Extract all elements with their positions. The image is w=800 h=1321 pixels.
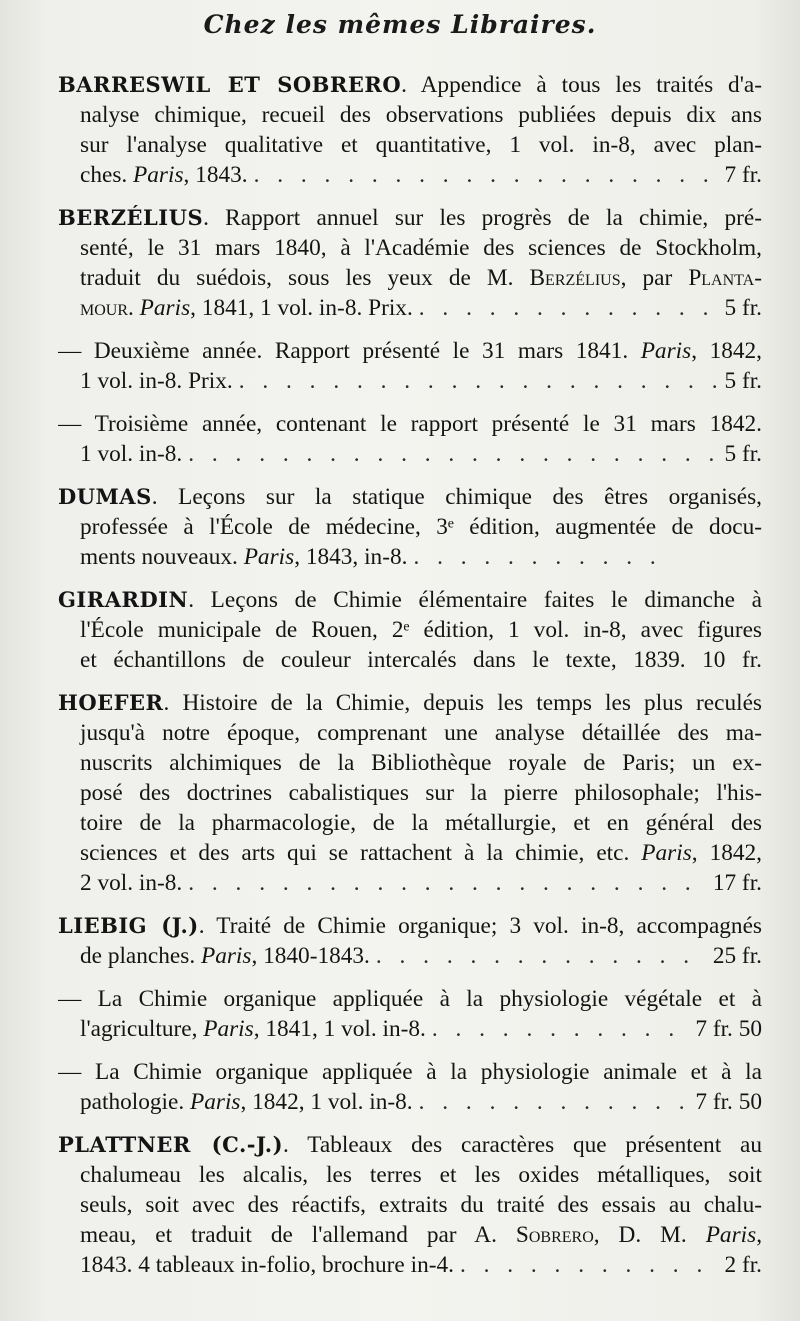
entry-line: sur l'analyse qualitative et quantitative, 1 vol. in-8, avec plan- <box>80 132 762 158</box>
entry-text: de planches. <box>80 943 201 969</box>
catalogue-entry <box>58 911 762 971</box>
entry-price: 5 fr. <box>724 441 762 467</box>
entry-price: 7 fr. <box>724 162 762 188</box>
entry-line-price <box>58 542 762 572</box>
entry-line: seuls, soit avec des réactifs, extraits du traité des essais au chalu- <box>80 1192 762 1218</box>
entry-line: l'École municipale de Rouen, 2ᵉ édition, 1 vol. in-8, avec figures <box>80 617 762 643</box>
entry-line: toire de la pharmacologie, de la métallurgie, et en général des <box>80 810 762 836</box>
entry-text: , 1842, 1 vol. in-8. <box>240 1089 413 1115</box>
entry-line <box>58 203 762 233</box>
entry-name: Berzélius <box>529 265 621 291</box>
entry-place: Paris <box>641 840 692 866</box>
entry-author: LIEBIG (J.) <box>58 913 199 938</box>
entry-line-price <box>58 160 762 190</box>
entry-place: Paris <box>139 295 191 321</box>
entry-line: professée à l'École de médecine, 3ᵉ édition, augmentée de docu- <box>80 514 762 540</box>
entry-line <box>58 688 762 718</box>
catalogue-entry <box>58 70 762 190</box>
leader-dots <box>419 1087 690 1117</box>
entry-text: , 1841, 1 vol. in-8. Prix. <box>190 295 413 321</box>
entry-place: Paris <box>243 544 295 570</box>
catalogue-entry <box>58 1057 762 1117</box>
entry-line <box>58 70 762 100</box>
entry-place: Paris <box>200 943 252 969</box>
entry-text: — Deuxième année. Rapport présenté le 31 mars 1841. <box>58 338 641 364</box>
catalogue-entry <box>58 1130 762 1280</box>
entry-text: , 1843. <box>183 162 248 188</box>
entry-price: 2 fr. <box>724 1252 762 1278</box>
entry-text: , D. M. <box>593 1222 706 1248</box>
entry-line <box>58 585 762 615</box>
entry-line <box>58 263 762 293</box>
entry-text: . Appendice à tous les traités d'a- <box>401 72 762 98</box>
catalogue-entry <box>58 585 762 675</box>
entry-price: 25 fr. <box>712 943 762 969</box>
entry-place: Paris <box>133 162 184 188</box>
catalogue-entry <box>58 984 762 1044</box>
entry-text: , par <box>620 265 689 291</box>
entry-name: Sobrero <box>515 1222 594 1248</box>
entry-text: ches. <box>80 162 134 188</box>
leader-dots <box>254 160 719 190</box>
entry-text: . Tableaux des caractères que présentent au <box>283 1132 762 1158</box>
entry-text: , 1840-1843. <box>251 943 370 969</box>
entry-text: l'agriculture, <box>80 1016 204 1042</box>
entry-place: Paris <box>190 1089 241 1115</box>
entry-price: 5 fr. <box>724 295 762 321</box>
entry-line-price <box>58 366 762 396</box>
entry-text: , 1843, in-8. <box>294 544 408 570</box>
entry-text: sciences et des arts qui se rattachent à la chimie, etc. <box>80 840 642 866</box>
leader-dots <box>432 1014 690 1044</box>
entry-line-price <box>58 941 762 971</box>
entry-line <box>58 336 762 366</box>
entry-line <box>58 1220 762 1250</box>
entry-line <box>58 1130 762 1160</box>
entry-place: Paris <box>705 1222 757 1248</box>
entry-line: posé des doctrines cabalistiques sur la pierre philosophale; l'his- <box>80 780 762 806</box>
entry-text: 1 vol. in-8. <box>80 441 183 467</box>
entry-line: nuscrits alchimiques de la Bibliothèque royale de Paris; un ex- <box>80 750 762 776</box>
entries-list <box>58 70 762 1293</box>
entry-text: 1843. 4 tableaux in-folio, brochure in-4. <box>80 1252 454 1278</box>
entry-author: GIRARDIN <box>58 587 189 612</box>
entry-name: mour <box>80 295 129 321</box>
entry-text: . Histoire de la Chimie, depuis les temps les plus reculés <box>163 690 762 716</box>
catalogue-entry <box>58 688 762 898</box>
entry-line-price <box>58 439 762 469</box>
entry-line-price <box>58 868 762 898</box>
entry-text: , 1841, 1 vol. in-8. <box>253 1016 426 1042</box>
entry-text: 1 vol. in-8. Prix. <box>80 368 233 394</box>
catalogue-entry <box>58 336 762 396</box>
entry-line <box>58 911 762 941</box>
catalogue-entry <box>58 409 762 469</box>
leader-dots <box>239 366 719 396</box>
entry-line: — La Chimie organique appliquée à la physiologie végétale et à <box>58 986 762 1012</box>
entry-price: 7 fr. 50 <box>695 1089 762 1115</box>
entry-author: DUMAS <box>58 484 152 509</box>
entry-text: . Rapport annuel sur les progrès de la chimie, pré- <box>203 205 762 231</box>
entry-author: BARRESWIL ET SOBRERO <box>58 72 402 97</box>
entry-line-price <box>58 1014 762 1044</box>
entry-price: 7 fr. 50 <box>695 1016 762 1042</box>
page-header: Chez les mêmes Libraires. <box>203 10 597 39</box>
entry-place: Paris <box>203 1016 254 1042</box>
entry-text: , 1842, <box>691 840 762 866</box>
catalogue-entry <box>58 203 762 323</box>
leader-dots <box>376 941 707 971</box>
entry-text: pathologie. <box>80 1089 190 1115</box>
entry-line-price <box>58 1087 762 1117</box>
entry-author: HOEFER <box>58 690 164 715</box>
entry-line: — La Chimie organique appliquée à la physiologie animale et à la <box>58 1059 762 1085</box>
entry-price: 17 fr. <box>712 870 762 896</box>
leader-dots <box>188 868 707 898</box>
leader-dots <box>419 293 719 323</box>
entry-line: nalyse chimique, recueil des observations publiées depuis dix ans <box>80 102 762 128</box>
catalogue-entry <box>58 482 762 572</box>
entry-text: 2 vol. in-8. <box>80 870 183 896</box>
entry-place: Paris <box>640 338 692 364</box>
leader-dots <box>413 542 672 572</box>
leader-dots <box>460 1250 719 1280</box>
entry-text: ments nouveaux. <box>80 544 244 570</box>
entry-line: jusqu'à notre époque, comprenant une analyse détaillée des ma- <box>80 720 762 746</box>
entry-line: et échantillons de couleur intercalés dans le texte, 1839. 10 fr. <box>80 647 762 673</box>
entry-text: . Leçons sur la statique chimique des êtres organisés, <box>151 484 762 510</box>
leader-dots <box>188 439 718 469</box>
entry-line <box>58 482 762 512</box>
entry-line-price <box>58 1250 762 1280</box>
entry-text: , <box>756 1222 762 1248</box>
entry-line: chalumeau les alcalis, les terres et les oxides métalliques, soit <box>80 1162 762 1188</box>
entry-text: traduit du suédois, sous les yeux de M. <box>80 265 530 291</box>
entry-name: Planta- <box>688 265 762 291</box>
entry-text: . Leçons de Chimie élémentaire faites le dimanche à <box>188 587 762 613</box>
entry-text: . <box>128 295 140 321</box>
entry-line <box>58 838 762 868</box>
entry-author: PLATTNER (C.-J.) <box>58 1132 284 1157</box>
entry-line: — Troisième année, contenant le rapport présenté le 31 mars 1842. <box>58 411 762 437</box>
entry-text: meau, et traduit de l'allemand par A. <box>80 1222 516 1248</box>
entry-line: senté, le 31 mars 1840, à l'Académie des sciences de Stockholm, <box>80 235 762 261</box>
entry-author: BERZÉLIUS <box>58 205 204 230</box>
entry-text: . Traité de Chimie organique; 3 vol. in-8, accompagnés <box>198 913 762 939</box>
entry-line-price <box>58 293 762 323</box>
entry-text: , 1842, <box>691 338 762 364</box>
entry-price: 5 fr. <box>724 368 762 394</box>
